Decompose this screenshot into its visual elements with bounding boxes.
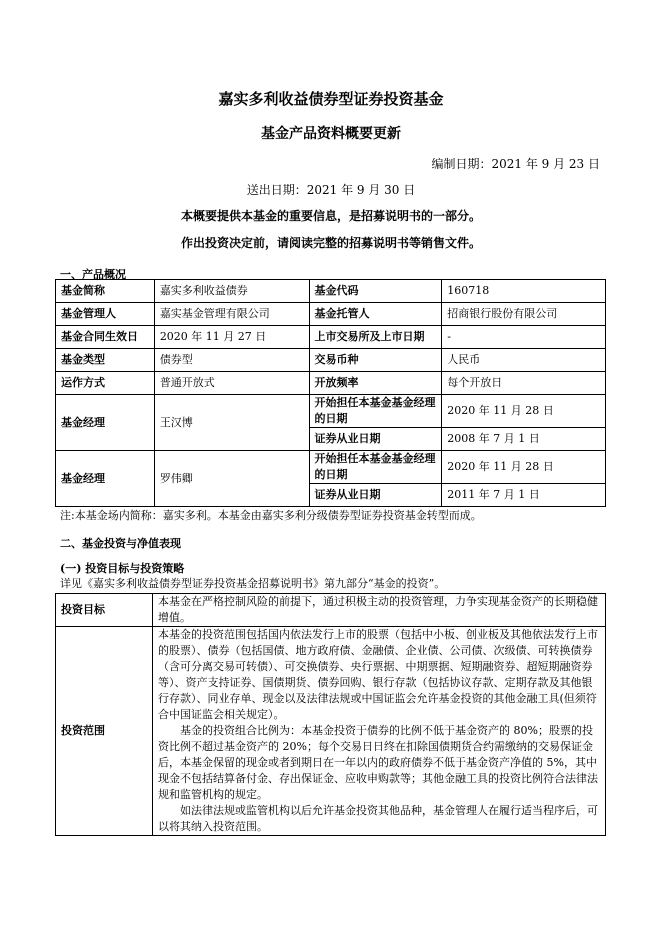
currency-value: 人民币 xyxy=(442,349,606,372)
table-row xyxy=(56,395,606,428)
document-subtitle: 基金产品资料概要更新 xyxy=(261,126,401,142)
manager-career-label: 证券从业日期 xyxy=(309,484,442,507)
investment-goal-text xyxy=(153,594,606,627)
manager-label: 基金管理人 xyxy=(56,303,155,326)
open-frequency-value: 每个开放日 xyxy=(442,372,606,395)
fund-manager-name: 王汉博 xyxy=(154,395,309,451)
custodian-value: 招商银行股份有限公司 xyxy=(442,303,606,326)
fund-short-name-label: 基金简称 xyxy=(56,280,155,303)
overview-table xyxy=(55,279,606,507)
section-heading-overview: 一、产品概况 xyxy=(60,268,126,281)
fund-manager-label: 基金经理 xyxy=(56,451,155,507)
open-frequency-label: 开放频率 xyxy=(309,372,442,395)
notice-summary: 本概要提供本基金的重要信息，是招募说明书的一部分。 xyxy=(180,209,481,223)
investment-goal-paragraph: 本基金在严格控制风险的前提下，通过积极主动的投资管理，力争实现基金资产的长期稳健增值。 xyxy=(158,595,598,624)
document-title: 嘉实多利收益债券型证券投资基金 xyxy=(218,90,444,108)
fund-type: 债券型 xyxy=(154,349,309,372)
listing-value: - xyxy=(442,326,606,349)
notice-read-prospectus: 作出投资决定前，请阅读完整的招募说明书等销售文件。 xyxy=(180,236,481,250)
manager-start-date: 2020 年 11 月 28 日 xyxy=(442,395,606,428)
fund-short-name: 嘉实多利收益债券 xyxy=(154,280,309,303)
manager-career-label: 证券从业日期 xyxy=(309,428,442,451)
investment-goal-label: 投资目标 xyxy=(56,594,153,627)
sent-date: 送出日期：2021 年 9 月 30 日 xyxy=(246,183,416,197)
scope-paragraph-2: 基金的投资组合比例为：本基金投资于债券的比例不低于基金资产的 80%；股票的投资比例不超过基金资产的 20%；每个交易日日终在扣除国债期货合约需缴纳的交易保证金后，本基金保留的现金或者到期日在一年以内的政府债券不低于基金资产净值的 5%，其中现金不包括结算备付金、存出保证金、应收申购款等；其他金融工具的投资比例符合法律法规和监管机构的规定。 xyxy=(158,724,598,801)
manager-start-date: 2020 年 11 月 28 日 xyxy=(442,451,606,484)
table-row xyxy=(56,326,606,349)
manager-career-date: 2011 年 7 月 1 日 xyxy=(442,484,606,507)
scope-paragraph-1: 本基金的投资范围包括国内依法发行上市的股票（包括中小板、创业板及其他依法发行上市的股票）、债券（包括国债、地方政府债、金融债、企业债、公司债、次级债、可转换债券（含可分离交易可转债）、可交换债券、央行票据、中期票据、短期融资券、超短期融资券等）、资产支持证券、国债期货、债券回购、银行存款（包括协议存款、定期存款及其他银行存款）、同业存单、现金以及法律法规或中国证监会允许基金投资的其他金融工具(但须符合中国证监会相关规定）。 xyxy=(158,628,598,721)
table-row xyxy=(56,627,606,836)
investment-scope-label: 投资范围 xyxy=(56,627,153,836)
effective-date-label: 基金合同生效日 xyxy=(56,326,155,349)
effective-date: 2020 年 11 月 27 日 xyxy=(154,326,309,349)
investment-table xyxy=(55,593,606,836)
operation-value: 普通开放式 xyxy=(154,372,309,395)
manager-career-date: 2008 年 7 月 1 日 xyxy=(442,428,606,451)
fund-manager-name: 罗伟卿 xyxy=(154,451,309,507)
table-row xyxy=(56,280,606,303)
scope-paragraph-3: 如法律法规或监管机构以后允许基金投资其他品种，基金管理人在履行适当程序后，可以将其纳入投资范围。 xyxy=(158,804,598,833)
custodian-label: 基金托管人 xyxy=(309,303,442,326)
operation-label: 运作方式 xyxy=(56,372,155,395)
compile-date: 编制日期：2021 年 9 月 23 日 xyxy=(431,157,600,171)
fund-code: 160718 xyxy=(442,280,606,303)
listing-label: 上市交易所及上市日期 xyxy=(309,326,442,349)
manager-value: 嘉实基金管理有限公司 xyxy=(154,303,309,326)
overview-note: 注:本基金场内简称：嘉实多利。本基金由嘉实多利分级债券型证券投资基金转型而成。 xyxy=(60,509,482,522)
table-row xyxy=(56,372,606,395)
table-row xyxy=(56,303,606,326)
investment-scope-text xyxy=(153,627,606,836)
subsection-heading-strategy: (一) 投资目标与投资策略 xyxy=(60,562,185,575)
fund-code-label: 基金代码 xyxy=(309,280,442,303)
table-row xyxy=(56,594,606,627)
fund-manager-label: 基金经理 xyxy=(56,395,155,451)
table-row xyxy=(56,451,606,484)
prospectus-reference: 详见《嘉实多利收益债券型证券投资基金招募说明书》第九部分“基金的投资”。 xyxy=(60,577,446,590)
manager-start-label: 开始担任本基金基金经理的日期 xyxy=(309,395,442,428)
section-heading-investment: 二、基金投资与净值表现 xyxy=(60,537,181,550)
fund-type-label: 基金类型 xyxy=(56,349,155,372)
manager-start-label: 开始担任本基金基金经理的日期 xyxy=(309,451,442,484)
table-row xyxy=(56,349,606,372)
currency-label: 交易币种 xyxy=(309,349,442,372)
